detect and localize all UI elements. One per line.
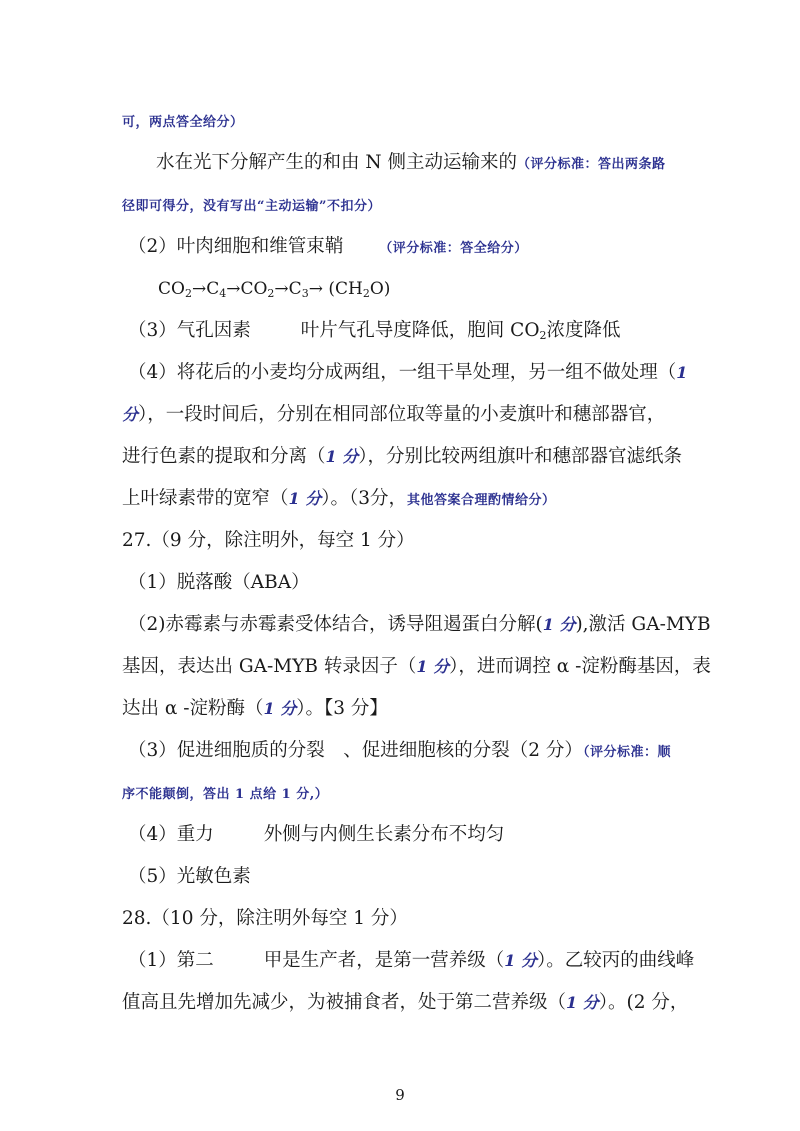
line-6: （3）气孔因素 叶片气孔导度降低，胞间 $CO_2$浓度降低 bbox=[128, 320, 621, 342]
line-22: 值高且先增加先减少，为被捕食者，处于第二营养级（1 分）。(2 分， bbox=[122, 992, 689, 1013]
handwritten-mark: 分 bbox=[122, 405, 139, 424]
handwritten-mark: 1 分 bbox=[504, 951, 538, 970]
line-19: （5）光敏色素 bbox=[128, 866, 251, 887]
equation-line: $CO_2\to C_4\to CO_2\to C_3\to (CH_2O)$ bbox=[158, 279, 391, 300]
line-2 bbox=[156, 150, 665, 178]
grading-note: （评分标准：答出两条路 bbox=[516, 157, 666, 172]
line-4 bbox=[128, 234, 528, 262]
grading-note: 可，两点答全给分） bbox=[122, 115, 244, 130]
answer-text: （2）叶肉细胞和维管束鞘 bbox=[128, 236, 344, 257]
line-21: （1）第二 甲是生产者，是第一营养级（1 分）。乙较丙的曲线峰 bbox=[128, 950, 695, 971]
line-9: 进行色素的提取和分离（1 分），分别比较两组旗叶和穗部器官滤纸条 bbox=[122, 446, 683, 467]
line-1 bbox=[122, 108, 244, 136]
line-8: 分），一段时间后，分别在相同部位取等量的小麦旗叶和穗部器官， bbox=[122, 404, 666, 425]
handwritten-mark: 1 分 bbox=[325, 447, 359, 466]
line-10: 上叶绿素带的宽窄（1 分）。（3分，其他答案合理酌情给分） bbox=[122, 488, 556, 509]
line-13: （2)赤霉素与赤霉素受体结合，诱导阻遏蛋白分解(1 分),激活 GA-MYB bbox=[128, 614, 711, 635]
handwritten-mark: 1 分 bbox=[542, 615, 576, 634]
question-27-header: 27.（9 分，除注明外，每空 1 分） bbox=[122, 530, 415, 551]
handwritten-mark: 1 分 bbox=[566, 993, 599, 1012]
line-17 bbox=[122, 780, 328, 808]
line-14: 基因，表达出 GA-MYB 转录因子（1 分），进而调控 α -淀粉酶基因，表 bbox=[122, 656, 711, 677]
handwritten-mark: 1 bbox=[676, 363, 688, 382]
line-7: （4）将花后的小麦均分成两组，一组干旱处理，另一组不做处理（1 bbox=[128, 362, 688, 383]
line-16: （3）促进细胞质的分裂 、促进细胞核的分裂（2 分）（评分标准：顺 bbox=[128, 740, 671, 761]
grading-note: 序不能颠倒，答出 1 点给 1 分,） bbox=[122, 787, 329, 802]
handwritten-mark: 1 分 bbox=[288, 489, 322, 508]
line-12: （1）脱落酸（ABA） bbox=[128, 572, 310, 593]
grading-note: 径即可得分，没有写出“主动运输”不扣分） bbox=[122, 199, 381, 214]
line-18: （4）重力 外侧与内侧生长素分布不均匀 bbox=[128, 824, 505, 845]
grading-note: （评分标准：顺 bbox=[582, 745, 671, 760]
handwritten-mark: 1 分 bbox=[263, 699, 297, 718]
grading-note: （评分标准：答全给分） bbox=[379, 241, 528, 256]
page-number: 9 bbox=[395, 1086, 405, 1104]
handwritten-mark: 1 分 bbox=[416, 657, 450, 676]
line-15: 达出 α -淀粉酶（1 分）。【3 分】 bbox=[122, 698, 388, 719]
question-28-header: 28.（10 分，除注明外每空 1 分） bbox=[122, 908, 408, 929]
grading-note: 其他答案合理酌情给分） bbox=[407, 493, 556, 508]
answer-text: 水在光下分解产生的和由 N 侧主动运输来的 bbox=[156, 152, 517, 173]
line-3 bbox=[122, 192, 381, 220]
